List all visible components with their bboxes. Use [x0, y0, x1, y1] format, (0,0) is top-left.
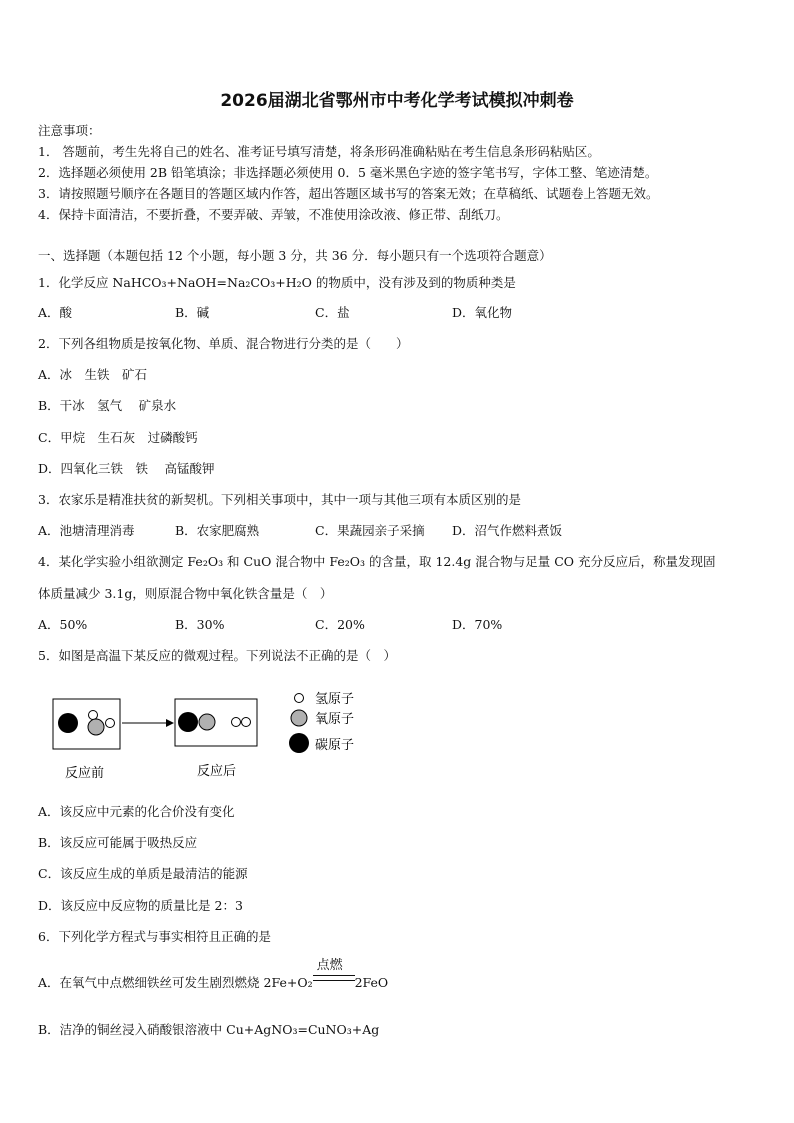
q6-option-a — [38, 958, 389, 991]
section-heading: 一、选择题（本题包括 12 个小题，每小题 3 分，共 36 分．每小题只有一个选项符合题意） — [38, 248, 552, 263]
notice-item-2: 2．选择题必须使用 2B 铅笔填涂；非选择题必须使用 0．5 毫米黑色字迹的签字笔书写，字体工整、笔迹清楚。 — [38, 165, 658, 180]
equals-lines — [313, 975, 355, 981]
q1-option-a: A．酸 — [38, 305, 73, 320]
q3-option-c: C．果蔬园亲子采摘 — [315, 523, 425, 538]
hydrogen-atom — [242, 718, 251, 727]
q1-option-c: C．盐 — [315, 305, 350, 320]
q1-option-b: B．碱 — [175, 305, 210, 320]
notice-item-1: 1． 答题前，考生先将自己的姓名、准考证号填写清楚，将条形码准确粘贴在考生信息条形码粘贴区。 — [38, 144, 600, 159]
carbon-atom — [58, 713, 78, 733]
notice-item-4: 4．保持卡面清洁，不要折叠，不要弄破、弄皱，不准使用涂改液、修正带、刮纸刀。 — [38, 207, 509, 222]
q6-option-b: B．洁净的铜丝浸入硝酸银溶液中 Cu+AgNO₃=CuNO₃+Ag — [38, 1022, 380, 1037]
q4-stem-line-2: 体质量减少 3.1g，则原混合物中氧化铁含量是（ ） — [38, 586, 333, 601]
q1-option-d: D．氧化物 — [452, 305, 513, 320]
notice-heading: 注意事项： — [38, 123, 101, 138]
q2-option-c: C．甲烷 生石灰 过磷酸钙 — [38, 430, 198, 445]
after-label: 反应后 — [197, 764, 237, 779]
q3-option-b: B．农家肥腐熟 — [175, 523, 260, 538]
oxygen-atom — [199, 714, 215, 730]
q2-option-b: B．干冰 氢气 矿泉水 — [38, 398, 177, 413]
q6-option-a-text: A．在氧气中点燃细铁丝可发生剧烈燃烧 2Fe+O₂ — [38, 975, 313, 990]
q5-option-c: C．该反应生成的单质是最清洁的能源 — [38, 866, 248, 881]
q4-option-a: A．50% — [38, 617, 88, 632]
q5-option-d: D．该反应中反应物的质量比是 2：3 — [38, 898, 243, 913]
q1-stem: 1．化学反应 NaHCO₃+NaOH=Na₂CO₃+H₂O 的物质中，没有涉及到的物质种类是 — [38, 275, 516, 290]
q3-option-d: D．沼气作燃料煮饭 — [452, 523, 563, 538]
q6-option-a-product: 2FeO — [354, 975, 389, 990]
q2-option-d: D．四氧化三铁 铁 高锰酸钾 — [38, 461, 215, 476]
q2-stem: 2．下列各组物质是按氧化物、单质、混合物进行分类的是（ ） — [38, 336, 409, 351]
notice-item-3: 3．请按照题号顺序在各题目的答题区域内作答，超出答题区域书写的答案无效；在草稿纸、试题卷上答题无效。 — [38, 186, 659, 201]
q5-option-a: A．该反应中元素的化合价没有变化 — [38, 804, 235, 819]
oxygen-atom — [88, 719, 104, 735]
q5-stem: 5．如图是高温下某反应的微观过程。下列说法不正确的是（ ） — [38, 648, 396, 663]
q3-option-a: A．池塘清理消毒 — [38, 523, 135, 538]
legend-carbon-icon — [289, 733, 309, 753]
arrow-head-icon — [166, 719, 174, 727]
page-title: 2026届湖北省鄂州市中考化学考试模拟冲刺卷 — [220, 91, 574, 111]
reaction-condition: 点燃 — [316, 958, 343, 973]
hydrogen-atom — [89, 711, 98, 720]
reaction-condition-sign — [313, 958, 355, 987]
carbon-atom — [178, 712, 198, 732]
reaction-diagram — [50, 686, 380, 786]
q5-option-b: B．该反应可能属于吸热反应 — [38, 835, 198, 850]
legend-oxygen-icon — [291, 710, 307, 726]
legend-hydrogen-label: 氢原子 — [315, 692, 355, 707]
q4-option-b: B．30% — [175, 617, 225, 632]
q4-stem-line-1: 4．某化学实验小组欲测定 Fe₂O₃ 和 CuO 混合物中 Fe₂O₃ 的含量，取 12.4g 混合物与足量 CO 充分反应后，称量发现固 — [38, 554, 716, 569]
legend-hydrogen-icon — [295, 694, 304, 703]
legend-carbon-label: 碳原子 — [315, 738, 355, 753]
q6-stem: 6．下列化学方程式与事实相符且正确的是 — [38, 929, 271, 944]
q4-option-c: C．20% — [315, 617, 365, 632]
hydrogen-atom — [232, 718, 241, 727]
hydrogen-atom — [106, 719, 115, 728]
q4-option-d: D．70% — [452, 617, 503, 632]
q2-option-a: A．冰 生铁 矿石 — [38, 367, 148, 382]
before-label: 反应前 — [65, 766, 105, 781]
q3-stem: 3．农家乐是精准扶贫的新契机。下列相关事项中，其中一项与其他三项有本质区别的是 — [38, 492, 521, 507]
legend-oxygen-label: 氧原子 — [315, 712, 355, 727]
